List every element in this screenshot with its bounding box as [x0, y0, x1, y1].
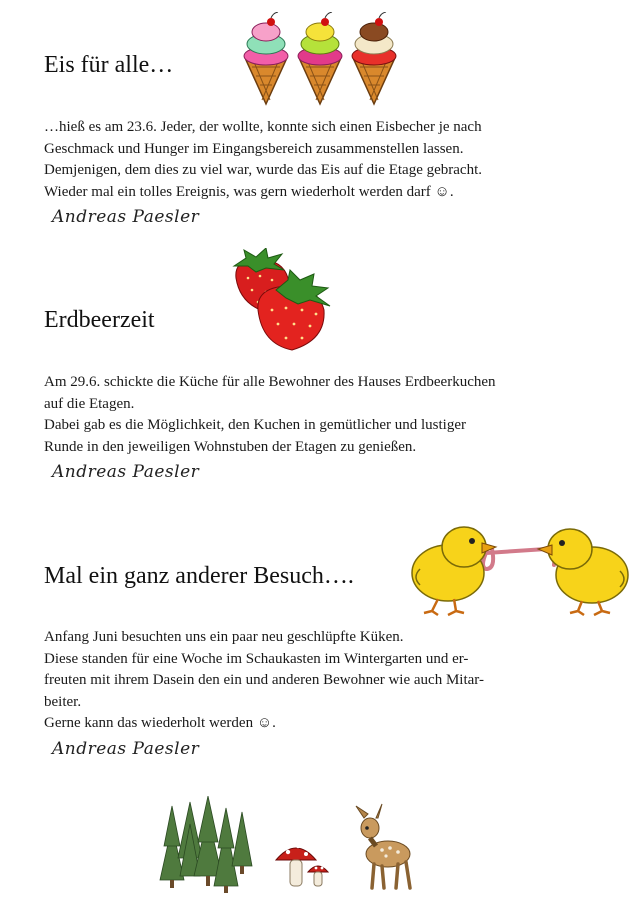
ice-cream-icon	[298, 12, 342, 104]
signature: Andreas Paesler	[52, 739, 200, 759]
ice-cream-illustration	[236, 12, 406, 108]
signature: Andreas Paesler	[52, 462, 200, 482]
section-body	[44, 627, 484, 735]
body-line: Diese standen für eine Woche im Schaukasten im Wintergarten und er-	[44, 650, 469, 667]
body-line: Geschmack und Hunger im Eingangsbereich zusammenstellen lassen.	[44, 140, 464, 157]
chicks-illustration	[406, 525, 632, 617]
mushroom-icon	[276, 844, 328, 886]
section-title: Erdbeerzeit	[44, 307, 155, 333]
body-line: Wieder mal ein tolles Ereignis, was gern wiederholt werden darf ☺.	[44, 183, 454, 200]
trees-icon	[160, 796, 252, 893]
strawberries-illustration	[226, 248, 336, 354]
chick-icon	[412, 527, 496, 615]
ice-cream-icon	[352, 12, 396, 104]
body-line: Anfang Juni besuchten uns ein paar neu geschlüpfte Küken.	[44, 629, 404, 645]
section-body	[44, 117, 482, 203]
body-line: Demjenigen, dem dies zu viel war, wurde das Eis auf die Etage gebracht.	[44, 162, 482, 178]
section-title: Eis für alle…	[44, 52, 174, 78]
ice-cream-icon	[244, 12, 288, 104]
body-line: Am 29.6. schickte die Küche für alle Bewohner des Hauses Erdbeerkuchen	[44, 374, 496, 390]
body-line: freuten mit ihrem Dasein den ein und anderen Bewohner wie auch Mitar-	[44, 672, 484, 688]
forest-illustration	[156, 796, 426, 894]
signature: Andreas Paesler	[52, 207, 200, 227]
body-line: beiter.	[44, 693, 82, 710]
body-line: Runde in den jeweiligen Wohnstuben der Etagen zu genießen.	[44, 438, 417, 455]
section-eis	[44, 52, 173, 79]
chick-icon	[538, 529, 628, 615]
body-line: …hieß es am 23.6. Jeder, der wollte, konnte sich einen Eisbecher je nach	[44, 119, 482, 135]
body-line: auf die Etagen.	[44, 395, 135, 412]
section-title: Mal ein ganz anderer Besuch….	[44, 563, 354, 589]
body-line: Gerne kann das wiederholt werden ☺.	[44, 715, 276, 731]
section-erdbeer	[44, 307, 155, 334]
section-body	[44, 372, 496, 458]
fawn-icon	[356, 804, 410, 888]
section-besuch	[44, 563, 354, 590]
body-line: Dabei gab es die Möglichkeit, den Kuchen in gemütlicher und lustiger	[44, 417, 466, 433]
